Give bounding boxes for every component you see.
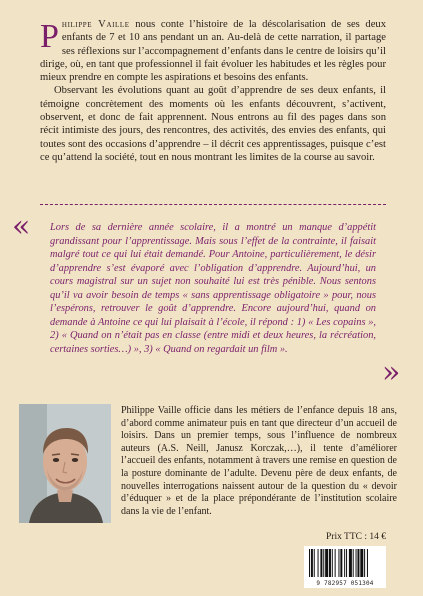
author-photo (19, 404, 111, 523)
barcode-icon (304, 546, 386, 580)
dropcap: P (40, 18, 59, 55)
intro-text (40, 18, 386, 164)
intro-paragraph-2: Observant les évolutions quant au goût d’apprendre de ses deux enfants, il témoigne concrètement des moments où les enfants découvrent, s’activent, observent, et donc de fait apprennent. Nous entrons au fil des pages dans son récit intimiste des jours, des rencontres, des activités, des envies des enfants, qui toutes sont des occasions d’apprendre – il décrit ces apprentissages, puisque c’est ce qu’attend la société, tout en nous montrant les limites de la course au savoir. (40, 85, 386, 163)
price-label: Prix TTC : 14 € (326, 532, 386, 542)
isbn-barcode (304, 546, 386, 588)
intro-paragraph-1-text: nous conte l’histoire de la déscolarisation de ses deux enfants de 7 et 10 ans pendant un an. Au-delà de cette narration, il partage ses réflexions sur l’accompagnement d’enfants dans le centre de loisirs qu’il dirige, où, en tant que professionnel il fait évoluer les habitudes et les règles pour mieux prendre en compte les aspirations et besoins des enfants. (40, 19, 386, 84)
dashed-divider (40, 204, 386, 205)
author-bio: Philippe Vaille officie dans les métiers de l’enfance depuis 18 ans, d’abord comme animateur puis en tant que directeur d’un accueil de loisirs. Dans un premier temps, sous l’influence de nombreux auteurs (A.S. Neill, Janusz Korczak,…), il tente d’améliorer l’accueil des enfants, notamment à travers une remise en question de la posture dominante de l’adulte. Devenu père de deux enfants, de nouvelles interrogations naissent autour de la question du « devoir d’éduquer » et de la place prépondérante de l’institution scolaire dans la vie de l’enfant. (121, 405, 397, 517)
quote-open-mark: « (12, 209, 31, 244)
quote-close-mark: » (382, 355, 401, 390)
excerpt-quote: Lors de sa dernière année scolaire, il a montré un manque d’appétit grandissant pour l’apprentissage. Mais sous l’effet de la contrainte, il faisait malgré tout ce qui lui était demandé. Pour Antoine, particulièrement, le désir d’apprendre s’est évaporé avec l’obligation d’apprendre. Aujourd’hui, un cours magistral sur un sujet non souhaité lui est très pénible. Nous sentons qu’il va avoir besoin de temps « sans apprentissage obligatoire » pour, nous l’espérons, retrouver le goût d’apprendre. Encore aujourd’hui, quand on demande à Antoine ce qui lui plaisait à l’école, il répond : 1) « Les copains », 2) « Quand on n’était pas en classe (entre midi et deux heures, la récréation, certaines sorties…) », 3) « Quand on regardait un film ». (50, 222, 376, 355)
barcode-digits: 9 782957 051304 (316, 580, 374, 587)
intro-paragraph-1 (40, 18, 386, 84)
author-portrait-image (19, 404, 111, 523)
author-name: hilippe Vaille (61, 19, 130, 30)
